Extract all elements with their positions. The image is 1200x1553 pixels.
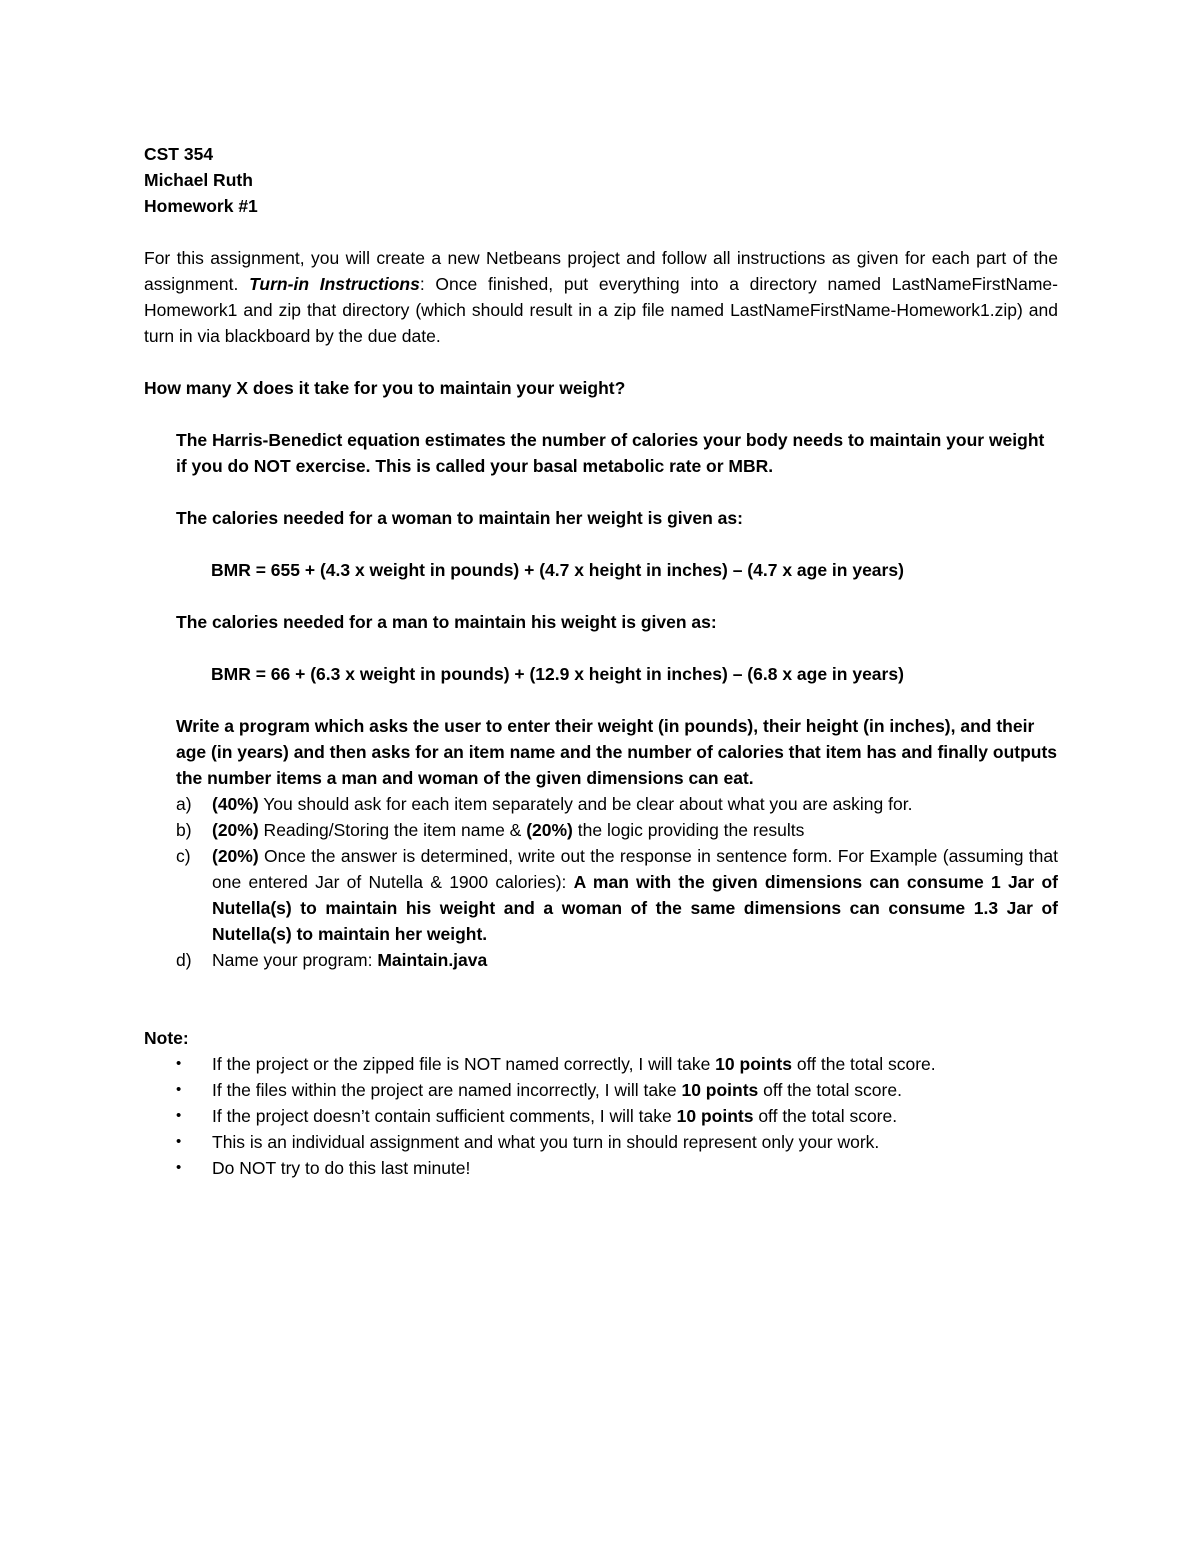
- document-body: [144, 141, 1058, 1181]
- list-item: [176, 1103, 1058, 1129]
- homework-title: Homework #1: [144, 196, 258, 216]
- requirements-list: [176, 791, 1058, 973]
- list-item: [176, 1051, 1058, 1077]
- intro-text-1: For this assignment, you will create a new Netbeans project and follow all instructions as given for each part of the assignment.: [144, 248, 1058, 294]
- list-item: [176, 1155, 1058, 1181]
- note-heading: Note:: [144, 1028, 189, 1048]
- intro-paragraph: [144, 245, 1058, 349]
- percent-label: (20%): [526, 820, 573, 840]
- author-name: Michael Ruth: [144, 170, 253, 190]
- item-text: the logic providing the results: [572, 820, 805, 840]
- list-item: [176, 1077, 1058, 1103]
- woman-formula: BMR = 655 + (4.3 x weight in pounds) + (4.7 x height in inches) – (4.7 x age in years): [211, 560, 904, 580]
- points-label: 10 points: [715, 1054, 792, 1074]
- item-text: Once the answer is determined, write out the response in sentence form. For Example (assuming that one entered Jar of Nutella & 1900 calories):: [212, 846, 1058, 892]
- course-code: CST 354: [144, 144, 214, 164]
- percent-label: (40%): [212, 794, 259, 814]
- item-text: Name your program:: [212, 950, 378, 970]
- note-text: If the files within the project are named incorrectly, I will take: [212, 1080, 682, 1100]
- note-text: off the total score.: [758, 1080, 902, 1100]
- list-marker: d): [176, 950, 192, 970]
- harris-paragraph: The Harris-Benedict equation estimates the number of calories your body needs to maintain your weight if you do NOT exercise. This is called your basal metabolic rate or MBR.: [176, 430, 1045, 476]
- list-item: [176, 843, 1058, 947]
- item-text: Reading/Storing the item name &: [258, 820, 527, 840]
- turnin-label: Turn-in Instructions: [249, 274, 420, 294]
- list-marker: c): [176, 846, 191, 866]
- list-marker: b): [176, 820, 192, 840]
- note-text: Do NOT try to do this last minute!: [212, 1158, 471, 1178]
- note-text: If the project doesn’t contain sufficient comments, I will take: [212, 1106, 677, 1126]
- program-description: Write a program which asks the user to enter their weight (in pounds), their height (in inches), and their age (in years) and then asks for an item name and the number of calories that item has and finally outputs the number items a man and woman of the given dimensions can eat.: [176, 716, 1058, 788]
- points-label: 10 points: [676, 1106, 754, 1126]
- note-text: off the total score.: [753, 1106, 898, 1126]
- note-text: This is an individual assignment and what you turn in should represent only your work.: [212, 1132, 880, 1152]
- notes-list: [176, 1051, 1058, 1181]
- man-formula: BMR = 66 + (6.3 x weight in pounds) + (12.9 x height in inches) – (6.8 x age in years): [211, 664, 904, 684]
- list-item: [176, 947, 1058, 973]
- note-text: If the project or the zipped file is NOT named correctly, I will take: [212, 1054, 716, 1074]
- woman-intro: The calories needed for a woman to maintain her weight is given as:: [176, 508, 743, 528]
- percent-label: (20%): [212, 846, 259, 866]
- note-text: off the total score.: [792, 1054, 936, 1074]
- list-item: [176, 817, 1058, 843]
- list-item: [176, 791, 1058, 817]
- bullet-icon: •: [176, 1133, 182, 1150]
- bullet-icon: •: [176, 1055, 182, 1072]
- list-marker: a): [176, 794, 192, 814]
- item-text: You should ask for each item separately and be clear about what you are asking for.: [258, 794, 913, 814]
- bullet-icon: •: [176, 1107, 182, 1124]
- bullet-icon: •: [176, 1159, 182, 1176]
- example-output: A man with the given dimensions can consume 1 Jar of Nutella(s) to maintain his weight and a woman of the same dimensions can consume 1.3 Jar of Nutella(s) to maintain her weight.: [212, 872, 1059, 944]
- man-intro: The calories needed for a man to maintain his weight is given as:: [176, 612, 717, 632]
- percent-label: (20%): [212, 820, 259, 840]
- bullet-icon: •: [176, 1081, 182, 1098]
- intro-text-2: : Once finished, put everything into a directory named LastNameFirstName-Homework1 and zip that directory (which should result in a zip file named LastNameFirstName-Homework1.zip) and turn in via blackboard by the due date.: [144, 274, 1058, 346]
- program-filename: Maintain.java: [377, 950, 488, 970]
- question-heading: How many X does it take for you to maintain your weight?: [144, 378, 626, 398]
- points-label: 10 points: [681, 1080, 759, 1100]
- list-item: [176, 1129, 1058, 1155]
- document-header: [144, 141, 1058, 219]
